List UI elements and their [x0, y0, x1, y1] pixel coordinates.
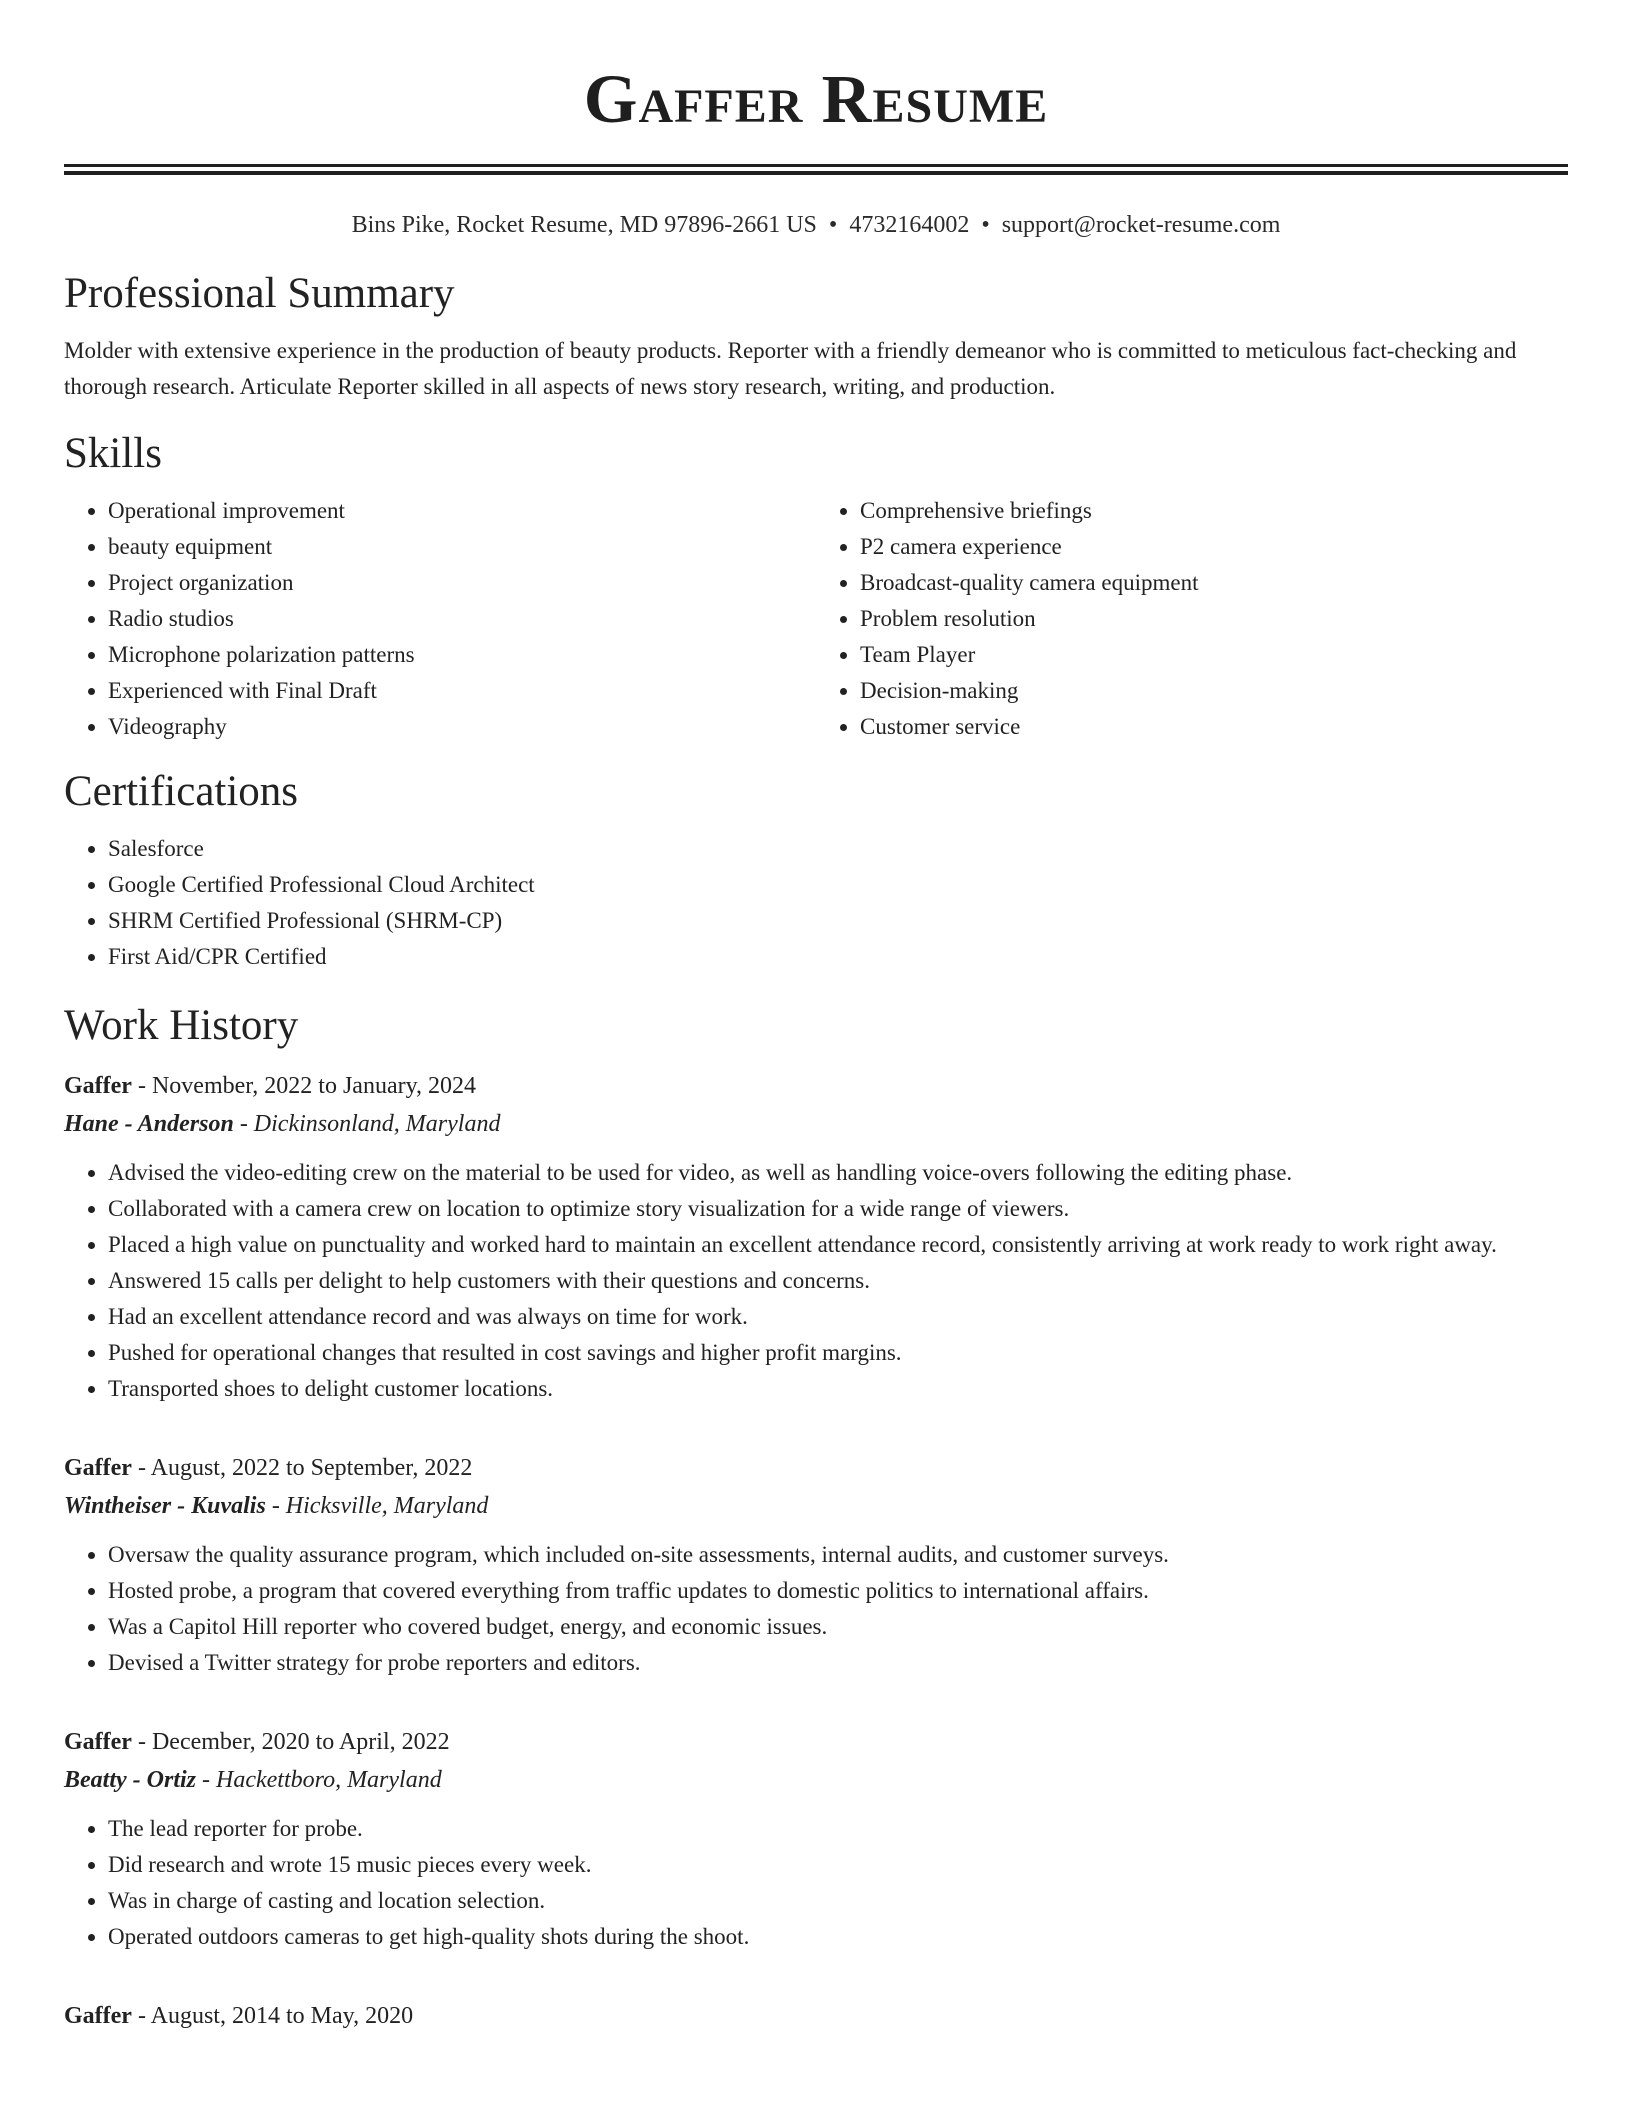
skills-heading: Skills: [64, 430, 162, 477]
job-bullet: • Advised the video-editing crew on the material to be used for video, as well as handling voice-overs following the editing phase.: [108, 1155, 1568, 1191]
skill-item: • Broadcast-quality camera equipment: [860, 565, 1568, 601]
job-bullets: [64, 1155, 1568, 1407]
job-bullets: [64, 1537, 1568, 1681]
resume-page: [64, 0, 1568, 2035]
job-bullets: [64, 1811, 1568, 1955]
certifications-list: [64, 831, 1568, 975]
job-dates: - August, 2014 to May, 2020: [131, 2003, 414, 2029]
contact-address: Bins Pike, Rocket Resume, MD 97896-2661 US: [351, 212, 817, 238]
skill-item: • Experienced with Final Draft: [108, 673, 816, 709]
job-entry: [64, 1067, 1568, 1407]
skill-item: • P2 camera experience: [860, 529, 1568, 565]
skill-item: • Radio studios: [108, 601, 816, 637]
contact-line: [64, 209, 1568, 241]
job-company: Beatty - Ortiz: [64, 1767, 196, 1793]
certification-item: • Salesforce: [108, 831, 1568, 867]
job-title-line: [64, 1449, 1568, 1487]
skill-item: • Comprehensive briefings: [860, 493, 1568, 529]
job-company-line: [64, 1105, 1568, 1143]
certification-item: • SHRM Certified Professional (SHRM-CP): [108, 903, 1568, 939]
job-title-line: [64, 1067, 1568, 1105]
skill-item: • Problem resolution: [860, 601, 1568, 637]
job-bullet: • Was in charge of casting and location selection.: [108, 1883, 1568, 1919]
skill-item: • Operational improvement: [108, 493, 816, 529]
job-title: Gaffer: [64, 2003, 132, 2029]
job-company: Hane - Anderson: [64, 1111, 234, 1137]
certifications-heading: Certifications: [64, 768, 299, 815]
skills-list-left: [64, 493, 816, 745]
job-location: - Dickinsonland, Maryland: [233, 1111, 501, 1137]
skill-item: • Project organization: [108, 565, 816, 601]
job-company-line: [64, 1487, 1568, 1525]
job-dates: - December, 2020 to April, 2022: [131, 1729, 450, 1755]
job-company: Wintheiser - Kuvalis: [64, 1493, 266, 1519]
skill-item: • Decision-making: [860, 673, 1568, 709]
job-bullet: • Had an excellent attendance record and was always on time for work.: [108, 1299, 1568, 1335]
skill-item: • Team Player: [860, 637, 1568, 673]
contact-separator: •: [981, 212, 990, 238]
job-bullet: • Pushed for operational changes that resulted in cost savings and higher profit margins.: [108, 1335, 1568, 1371]
skill-item: • Microphone polarization patterns: [108, 637, 816, 673]
job-title: Gaffer: [64, 1073, 132, 1099]
summary-heading: Professional Summary: [64, 270, 455, 317]
job-bullet: • Answered 15 calls per delight to help customers with their questions and concerns.: [108, 1263, 1568, 1299]
skill-item: • Customer service: [860, 709, 1568, 745]
job-bullet: • Transported shoes to delight customer locations.: [108, 1371, 1568, 1407]
skills-list-right: [816, 493, 1568, 745]
resume-title: Gaffer Resume: [583, 61, 1049, 137]
job-bullet: • The lead reporter for probe.: [108, 1811, 1568, 1847]
job-bullet: • Hosted probe, a program that covered everything from traffic updates to domestic politics to international affairs.: [108, 1573, 1568, 1609]
job-location: - Hackettboro, Maryland: [196, 1767, 442, 1793]
contact-email: support@rocket-resume.com: [1001, 212, 1281, 238]
job-bullet: • Placed a high value on punctuality and worked hard to maintain an excellent attendance record, consistently arriving at work ready to work right away.: [108, 1227, 1568, 1263]
certification-item: • Google Certified Professional Cloud Architect: [108, 867, 1568, 903]
job-bullet: • Oversaw the quality assurance program, which included on-site assessments, internal audits, and customer surveys.: [108, 1537, 1568, 1573]
job-title: Gaffer: [64, 1455, 132, 1481]
job-bullet: • Devised a Twitter strategy for probe reporters and editors.: [108, 1645, 1568, 1681]
skill-item: • beauty equipment: [108, 529, 816, 565]
job-entry: [64, 1449, 1568, 1681]
job-bullet: • Was a Capitol Hill reporter who covered budget, energy, and economic issues.: [108, 1609, 1568, 1645]
job-location: - Hicksville, Maryland: [265, 1493, 489, 1519]
job-bullet: • Operated outdoors cameras to get high-quality shots during the shoot.: [108, 1919, 1568, 1955]
job-company-line: [64, 1761, 1568, 1799]
job-bullet: • Did research and wrote 15 music pieces every week.: [108, 1847, 1568, 1883]
job-entry: [64, 1997, 1568, 2035]
title-divider: [64, 164, 1568, 175]
work-history-heading: Work History: [64, 1002, 299, 1049]
job-title: Gaffer: [64, 1729, 132, 1755]
job-dates: - August, 2022 to September, 2022: [131, 1455, 473, 1481]
summary-text: Molder with extensive experience in the production of beauty products. Reporter with a friendly demeanor who is committed to meticulous fact-checking and thorough research. Articulate Reporter skilled in all aspects of news story research, writing, and production.: [64, 338, 1517, 399]
certification-item: • First Aid/CPR Certified: [108, 939, 1568, 975]
job-dates: - November, 2022 to January, 2024: [131, 1073, 477, 1099]
job-entry: [64, 1723, 1568, 1955]
job-bullet: • Collaborated with a camera crew on location to optimize story visualization for a wide range of viewers.: [108, 1191, 1568, 1227]
skill-item: • Videography: [108, 709, 816, 745]
job-title-line: [64, 1723, 1568, 1761]
contact-separator: •: [828, 212, 838, 238]
contact-phone: 4732164002: [849, 212, 970, 238]
skills-columns: [64, 493, 1568, 745]
job-title-line: [64, 1997, 1568, 2035]
